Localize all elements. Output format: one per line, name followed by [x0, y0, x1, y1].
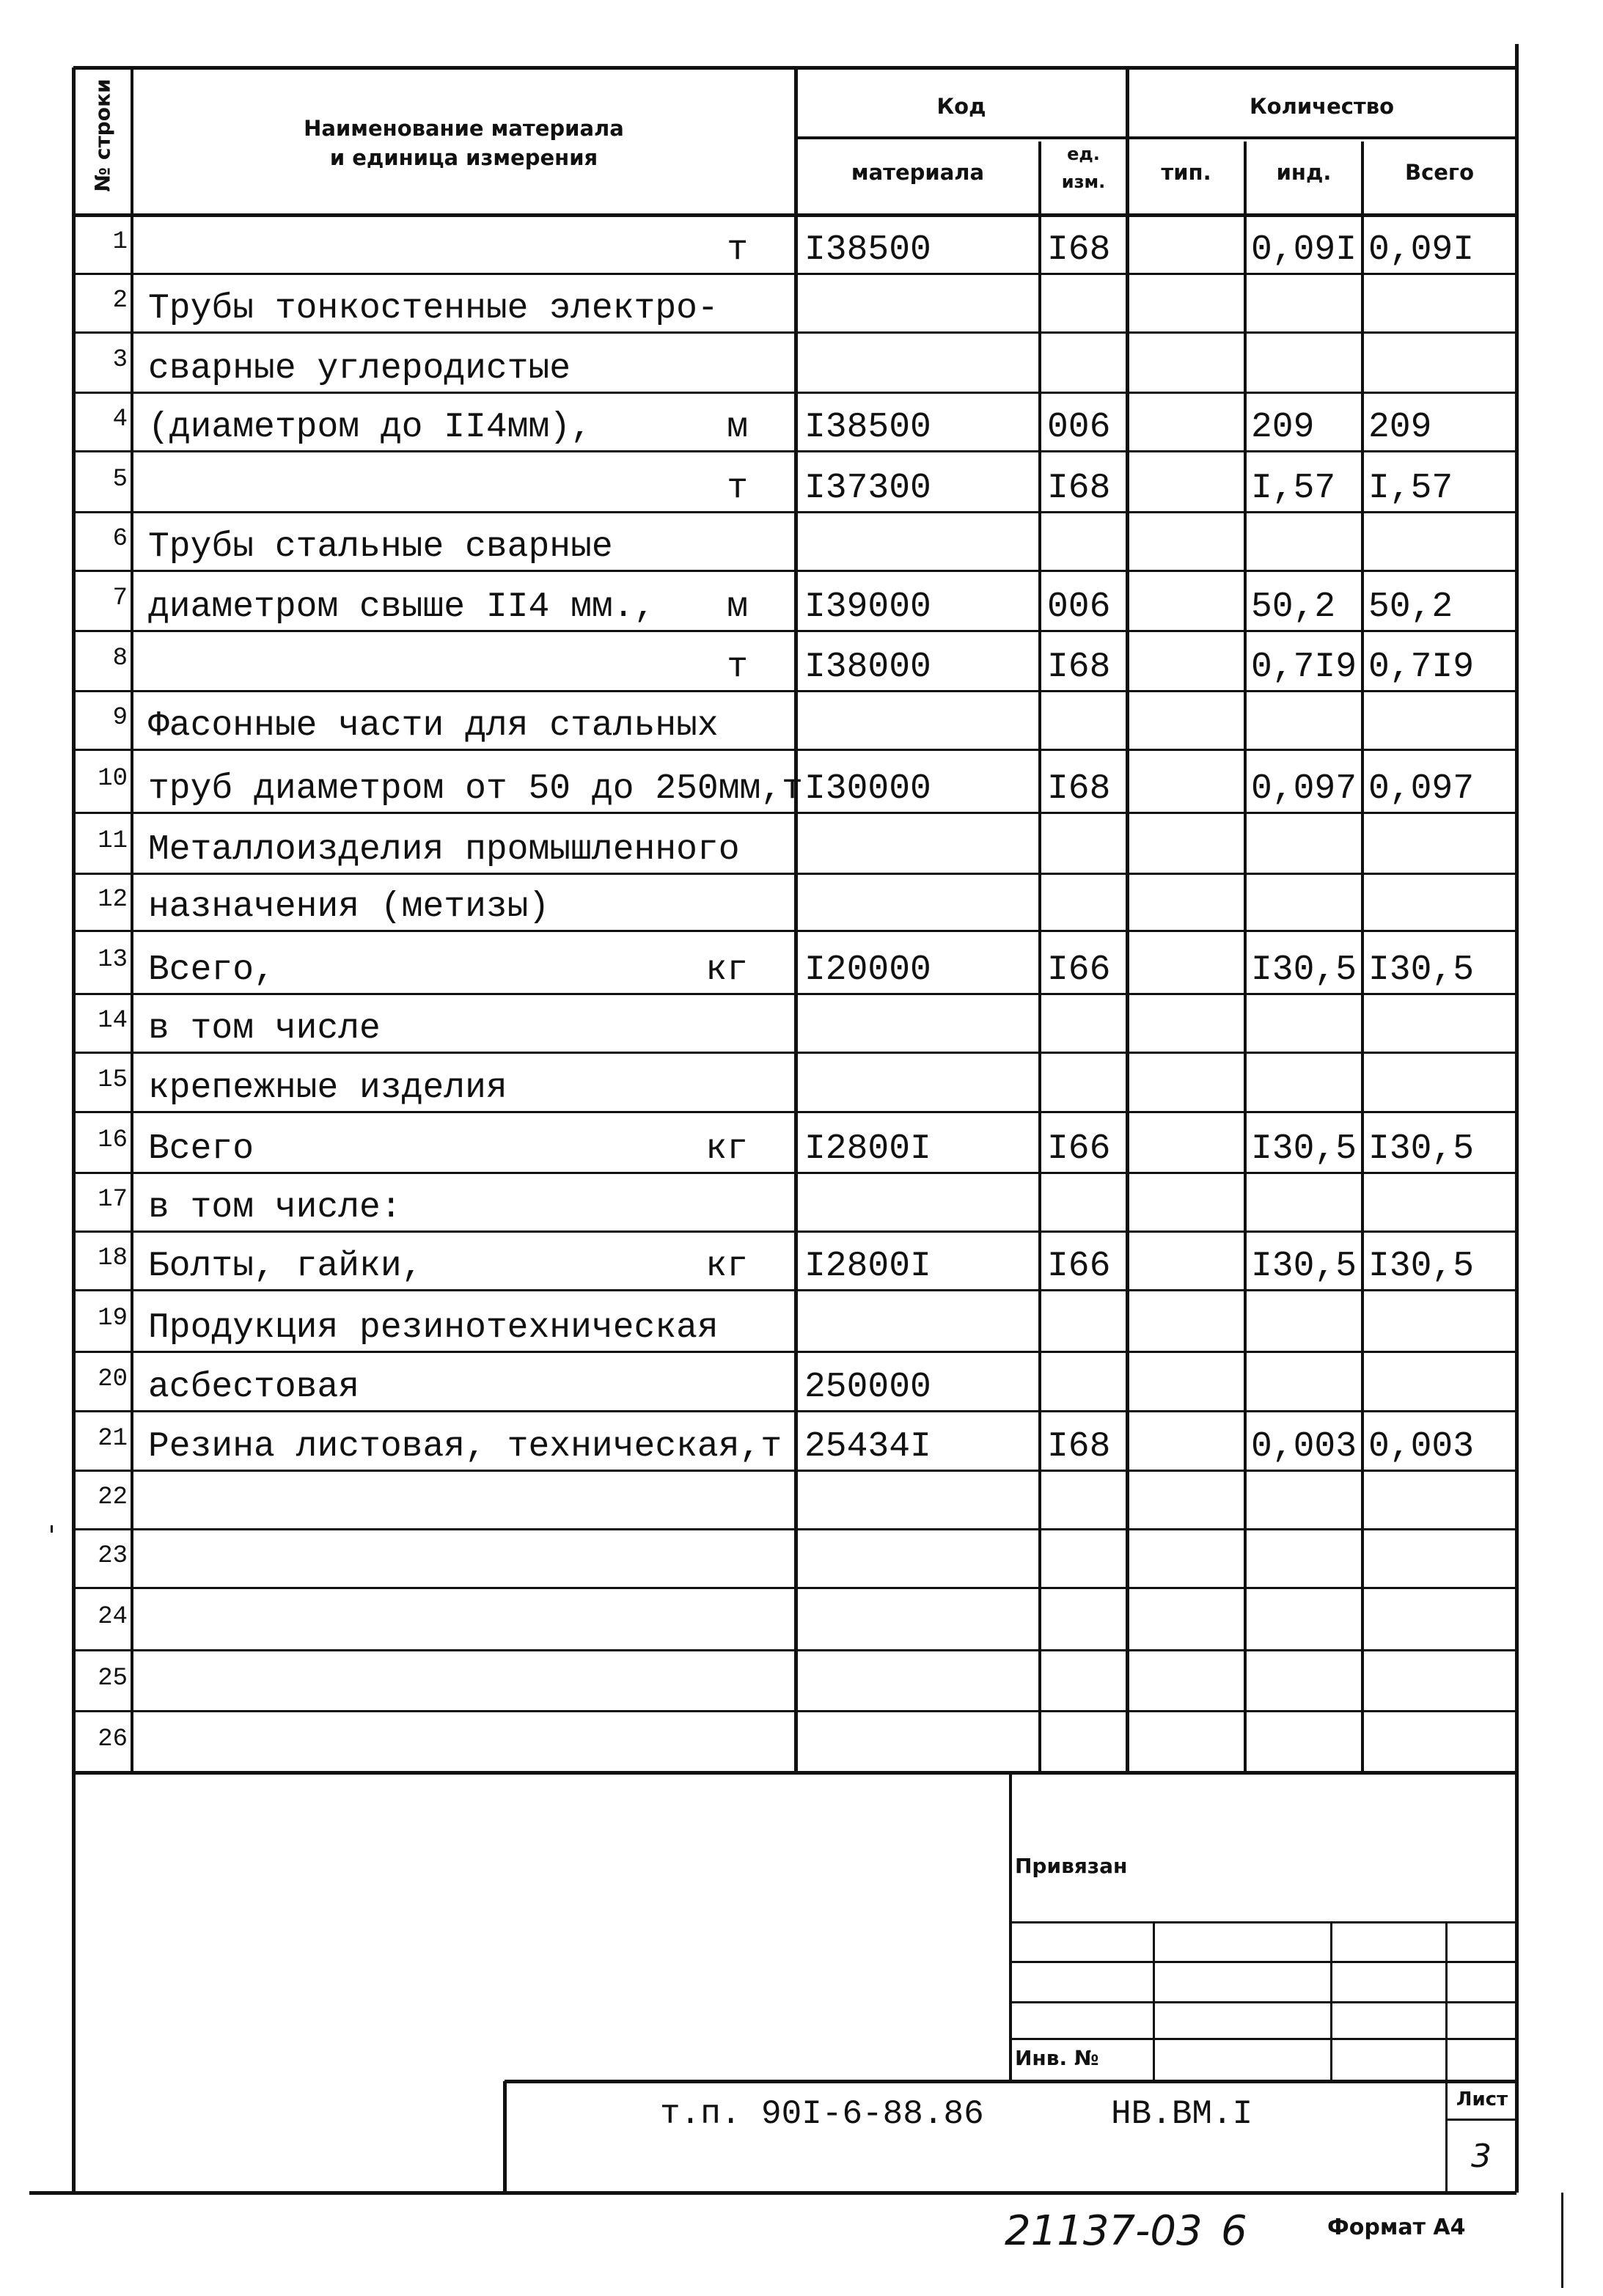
row-rule — [73, 1649, 1516, 1651]
row-number: 12 — [98, 886, 128, 914]
row-rule — [73, 1351, 1516, 1353]
qty-ind: 50,2 — [1251, 587, 1336, 627]
qty-ind-header: инд. — [1276, 160, 1332, 185]
rule-line — [1446, 2119, 1516, 2121]
row-rule — [73, 630, 1516, 632]
qty-total-header: Всего — [1404, 160, 1475, 185]
row-rule — [73, 511, 1516, 513]
unit-label: т — [727, 648, 748, 687]
material-name: Всего — [148, 1129, 254, 1169]
material-name: Резина листовая, техническая,т — [148, 1427, 782, 1467]
unit-label: т — [727, 469, 748, 508]
material-name: крепежные изделия — [148, 1068, 507, 1108]
material-name: Болты, гайки, — [148, 1247, 423, 1286]
material-code: I39000 — [804, 587, 931, 627]
row-number: 2 — [112, 287, 128, 315]
row-number: 3 — [112, 346, 128, 374]
row-number: 9 — [112, 704, 128, 732]
unit-code: I68 — [1047, 469, 1111, 508]
inventory-number-label: Инв. № — [1015, 2046, 1099, 2070]
row-number: 8 — [112, 645, 128, 672]
row-number: 7 — [112, 584, 128, 612]
material-name: Фасонные части для стальных — [148, 706, 719, 746]
rule-line — [1010, 1921, 1516, 1923]
row-number: 22 — [98, 1483, 128, 1511]
quantity-header: Количество — [1249, 94, 1395, 119]
format-label: Формат А4 — [1327, 2215, 1466, 2240]
code-unit-header-line1: ед. — [1067, 144, 1100, 164]
qty-ind: I30,5 — [1251, 1129, 1357, 1169]
row-number: 5 — [112, 465, 128, 494]
frame-right — [1515, 44, 1519, 2193]
material-code: I37300 — [804, 469, 931, 508]
name-header-line2: и единица измерения — [329, 145, 598, 170]
material-code: I20000 — [804, 950, 931, 990]
row-number: 24 — [98, 1602, 128, 1631]
qty-ind: I30,5 — [1251, 1247, 1357, 1286]
qty-total: 0,7I9 — [1368, 648, 1475, 687]
row-number: 21 — [98, 1424, 128, 1453]
handwritten-number: 21137-03 — [1005, 2207, 1203, 2255]
sheet-number: 3 — [1471, 2138, 1492, 2175]
material-name: асбестовая — [148, 1368, 360, 1407]
material-name: назначения (метизы) — [148, 887, 550, 927]
row-rule — [73, 749, 1516, 751]
row-number: 20 — [98, 1365, 128, 1393]
qty-ind: I30,5 — [1251, 950, 1357, 990]
unit-code: I68 — [1047, 648, 1111, 687]
row-rule — [73, 392, 1516, 394]
unit-code: 006 — [1047, 587, 1111, 627]
qty-ind: 0,09I — [1251, 230, 1357, 270]
rule-line — [1010, 2001, 1516, 2003]
row-number: 4 — [112, 406, 128, 433]
row-rule — [73, 1230, 1516, 1233]
material-name: Всего, — [148, 950, 275, 990]
material-name: Металлоизделия промышленного — [148, 830, 740, 870]
qty-ind: 0,097 — [1251, 769, 1357, 809]
row-number: 19 — [98, 1305, 128, 1332]
row-number: 10 — [98, 765, 128, 793]
code-unit-header-line2: изм. — [1061, 172, 1106, 192]
row-rule — [73, 1289, 1516, 1291]
qty-total: 0,003 — [1368, 1427, 1475, 1467]
unit-code: I66 — [1047, 1129, 1111, 1169]
qty-total: I30,5 — [1368, 1129, 1475, 1169]
rule-line — [794, 67, 798, 1772]
row-number: 6 — [112, 525, 128, 553]
sheet-label: Лист — [1456, 2088, 1508, 2110]
material-code: I2800I — [804, 1247, 931, 1286]
code-header: Код — [936, 94, 986, 119]
row-rule — [73, 1111, 1516, 1113]
name-header-line1: Наименование материала — [304, 116, 624, 141]
material-name: Продукция резинотехническая — [148, 1308, 719, 1348]
material-name: Трубы тонкостенные электро- — [148, 289, 719, 329]
material-code: 25434I — [804, 1427, 931, 1467]
row-number: 13 — [98, 946, 128, 974]
unit-code: I66 — [1047, 950, 1111, 990]
stamp-top-rule — [505, 2080, 1516, 2083]
row-rule — [73, 930, 1516, 932]
material-name: Трубы стальные сварные — [148, 527, 613, 567]
row-number: 25 — [98, 1664, 128, 1692]
qty-ind: 209 — [1251, 408, 1315, 447]
rule-line — [1010, 1961, 1516, 1963]
unit-label: кг — [705, 1247, 748, 1286]
row-rule — [73, 1710, 1516, 1712]
material-code: 250000 — [804, 1368, 931, 1407]
qty-total: 209 — [1368, 408, 1432, 447]
rule-line — [131, 67, 133, 1772]
row-rule — [73, 273, 1516, 275]
row-number: 11 — [98, 826, 128, 855]
margin-tick — [1561, 2193, 1563, 2288]
row-rule — [73, 1172, 1516, 1174]
material-code: I30000 — [804, 769, 931, 809]
header-mid-rule — [796, 136, 1516, 139]
unit-label: кг — [705, 1129, 748, 1169]
unit-code: I68 — [1047, 230, 1111, 270]
handwritten-sheet: 6 — [1221, 2207, 1247, 2255]
margin-tick — [51, 1525, 53, 1533]
material-name: труб диаметром от 50 до 250мм,т — [148, 769, 803, 809]
row-number: 16 — [98, 1126, 128, 1154]
qty-total: I,57 — [1368, 469, 1453, 508]
material-code: I38000 — [804, 648, 931, 687]
row-number: 18 — [98, 1244, 128, 1272]
bound-label: Привязан — [1015, 1854, 1128, 1878]
rule-line — [1126, 67, 1129, 1772]
rule-line — [1010, 2038, 1516, 2040]
unit-code: 006 — [1047, 408, 1111, 447]
rule-line — [1330, 1922, 1332, 2081]
qty-type-header: тип. — [1161, 160, 1211, 185]
material-name: в том числе — [148, 1009, 381, 1049]
material-code: I38500 — [804, 408, 931, 447]
document-section: НВ.ВМ.I — [1111, 2095, 1253, 2133]
material-name: диаметром свыше II4 мм., — [148, 587, 656, 627]
qty-total: 50,2 — [1368, 587, 1453, 627]
document-code: т.п. 90I-6-88.86 — [660, 2095, 984, 2133]
qty-total: I30,5 — [1368, 950, 1475, 990]
row-number: 1 — [112, 228, 128, 256]
row-rule — [73, 450, 1516, 452]
unit-code: I66 — [1047, 1247, 1111, 1286]
row-number: 23 — [98, 1542, 128, 1570]
material-name: (диаметром до II4мм), — [148, 408, 592, 447]
row-number: 14 — [98, 1007, 128, 1035]
qty-ind: 0,7I9 — [1251, 648, 1357, 687]
unit-label: т — [727, 230, 748, 270]
row-number: 17 — [98, 1186, 128, 1214]
row-number-header: № строки — [90, 78, 115, 192]
unit-code: I68 — [1047, 769, 1111, 809]
row-rule — [73, 1528, 1516, 1530]
row-rule — [73, 1052, 1516, 1054]
unit-label: кг — [705, 950, 748, 990]
row-rule — [73, 1771, 1516, 1775]
row-rule — [73, 993, 1516, 995]
row-rule — [73, 331, 1516, 334]
margin-tick — [1516, 44, 1518, 70]
material-name: сварные углеродистые — [148, 349, 571, 389]
frame-bottom — [29, 2191, 1516, 2195]
unit-label: м — [727, 587, 748, 627]
qty-ind: I,57 — [1251, 469, 1336, 508]
row-rule — [73, 812, 1516, 814]
rule-line — [503, 2081, 507, 2193]
row-rule — [73, 1410, 1516, 1412]
rule-line — [1009, 1772, 1012, 2081]
qty-ind: 0,003 — [1251, 1427, 1357, 1467]
row-rule — [73, 690, 1516, 692]
code-material-header: материала — [851, 160, 985, 185]
material-code: I38500 — [804, 230, 931, 270]
qty-total: 0,09I — [1368, 230, 1475, 270]
unit-label: м — [727, 408, 748, 447]
qty-total: 0,097 — [1368, 769, 1475, 809]
row-rule — [73, 570, 1516, 572]
row-rule — [73, 1587, 1516, 1589]
unit-code: I68 — [1047, 1427, 1111, 1467]
qty-total: I30,5 — [1368, 1247, 1475, 1286]
row-rule — [73, 1470, 1516, 1472]
material-code: I2800I — [804, 1129, 931, 1169]
header-bottom-rule — [73, 213, 1516, 217]
row-number: 15 — [98, 1066, 128, 1094]
row-rule — [73, 873, 1516, 875]
row-number: 26 — [98, 1725, 128, 1753]
rule-line — [1153, 1922, 1155, 2081]
material-name: в том числе: — [148, 1188, 402, 1228]
